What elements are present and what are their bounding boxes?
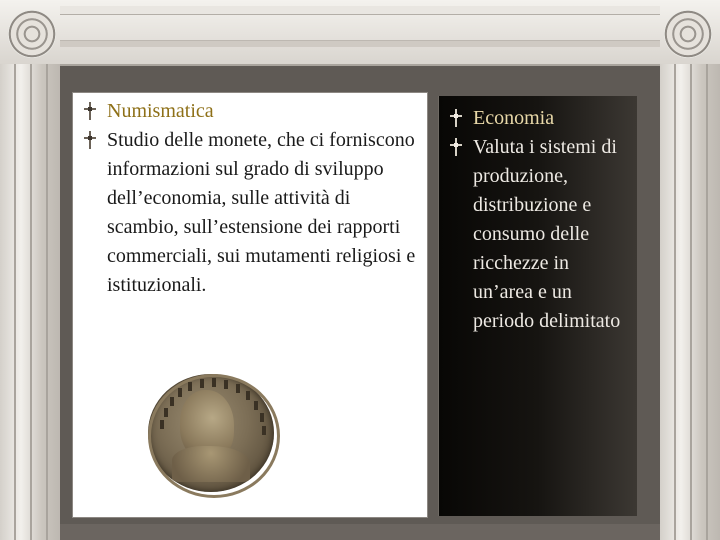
roman-coin-image <box>142 368 286 496</box>
pillar-flute <box>14 64 16 540</box>
capital-band <box>60 6 660 15</box>
pillar-flute <box>30 64 32 540</box>
list-item <box>449 104 633 133</box>
list-item-text: Studio delle monete, che ci forniscono informazioni sul grado di sviluppo dell’economia, sulle attività di scambio, sull’estensione dei rapporti commerciali, sui mutamenti religiosi e istituzionali. <box>107 129 416 296</box>
list-item-text: Economia <box>473 107 555 129</box>
list-item-text: Numismatica <box>107 100 214 122</box>
cross-bullet-icon <box>449 138 463 156</box>
list-item <box>83 97 417 126</box>
list-item-text: Valuta i sistemi di produzione, distribuzione e consumo delle ricchezze in un’area e un periodo delimitato <box>473 136 621 332</box>
left-bullet-list <box>83 97 417 300</box>
right-bullet-list <box>449 104 633 336</box>
right-content-panel <box>438 96 637 516</box>
cross-bullet-icon <box>83 131 97 149</box>
list-item <box>449 133 633 336</box>
list-item <box>83 126 417 300</box>
volute-left-icon <box>8 10 56 58</box>
cross-bullet-icon <box>83 102 97 120</box>
pillar-flute <box>674 64 676 540</box>
cross-bullet-icon <box>449 109 463 127</box>
volute-right-icon <box>664 10 712 58</box>
pillar-flute <box>706 64 708 540</box>
pillar-flute <box>46 64 48 540</box>
floor <box>60 524 660 540</box>
capital-band-lower <box>60 40 660 47</box>
coin-legend-marks <box>142 368 286 496</box>
column-capital <box>0 0 720 66</box>
pillar-flute <box>690 64 692 540</box>
